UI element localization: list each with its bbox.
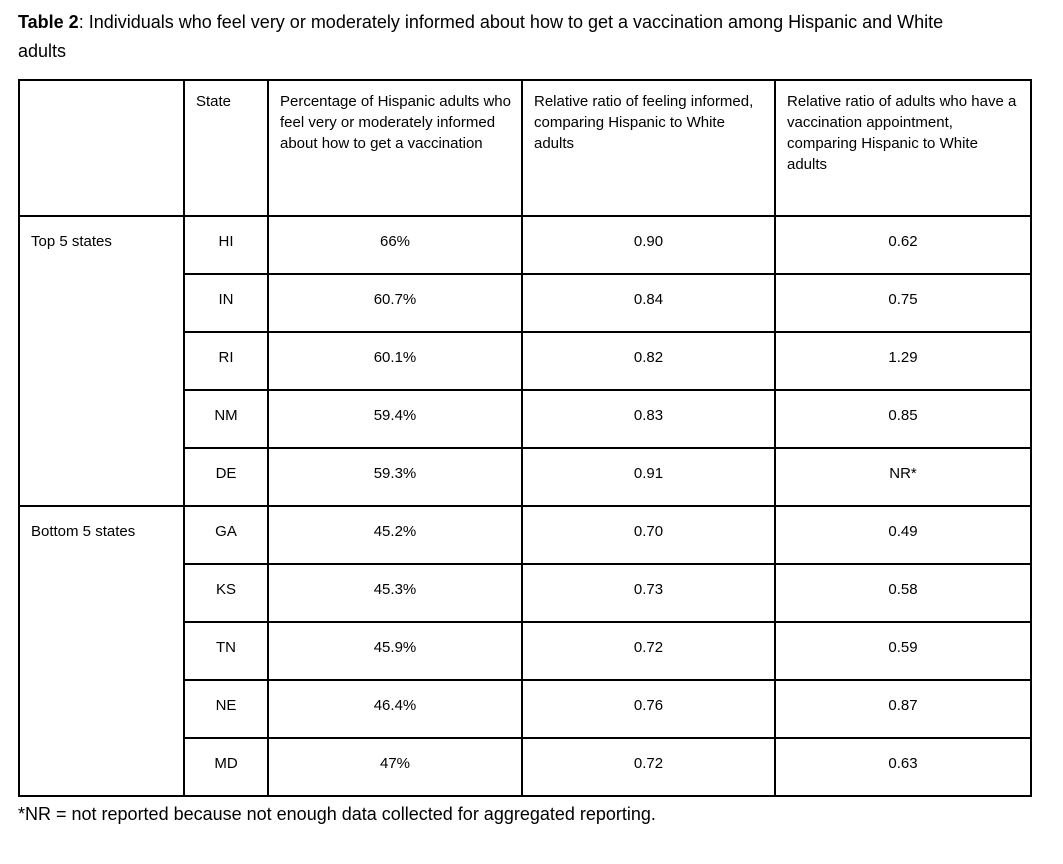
state-cell: GA	[184, 506, 268, 564]
pct-informed-cell: 45.9%	[268, 622, 522, 680]
state-cell: MD	[184, 738, 268, 796]
pct-informed-cell: 45.3%	[268, 564, 522, 622]
group-label-top5: Top 5 states	[19, 216, 184, 506]
pct-informed-cell: 60.1%	[268, 332, 522, 390]
ratio-appointment-cell: NR*	[775, 448, 1031, 506]
state-cell: RI	[184, 332, 268, 390]
table-row	[19, 506, 1031, 564]
ratio-appointment-cell: 0.62	[775, 216, 1031, 274]
ratio-informed-cell: 0.90	[522, 216, 775, 274]
state-cell: NM	[184, 390, 268, 448]
ratio-appointment-cell: 0.59	[775, 622, 1031, 680]
ratio-appointment-cell: 0.58	[775, 564, 1031, 622]
header-cell-ratio-appointment: Relative ratio of adults who have a vaccination appointment, comparing Hispanic to White adults	[775, 80, 1031, 216]
pct-informed-cell: 45.2%	[268, 506, 522, 564]
ratio-informed-cell: 0.70	[522, 506, 775, 564]
ratio-informed-cell: 0.72	[522, 622, 775, 680]
ratio-informed-cell: 0.73	[522, 564, 775, 622]
ratio-appointment-cell: 0.49	[775, 506, 1031, 564]
pct-informed-cell: 59.4%	[268, 390, 522, 448]
table-row	[19, 216, 1031, 274]
pct-informed-cell: 47%	[268, 738, 522, 796]
ratio-informed-cell: 0.82	[522, 332, 775, 390]
ratio-appointment-cell: 0.87	[775, 680, 1031, 738]
header-cell-empty	[19, 80, 184, 216]
state-cell: TN	[184, 622, 268, 680]
ratio-appointment-cell: 0.75	[775, 274, 1031, 332]
table-title-text: : Individuals who feel very or moderately informed about how to get a vaccination among Hispanic and White adults	[18, 12, 944, 61]
pct-informed-cell: 59.3%	[268, 448, 522, 506]
ratio-appointment-cell: 0.85	[775, 390, 1031, 448]
table-header-row	[19, 80, 1031, 216]
ratio-informed-cell: 0.76	[522, 680, 775, 738]
pct-informed-cell: 60.7%	[268, 274, 522, 332]
header-cell-state: State	[184, 80, 268, 216]
ratio-appointment-cell: 1.29	[775, 332, 1031, 390]
pct-informed-cell: 66%	[268, 216, 522, 274]
table-title-label: Table 2	[18, 12, 79, 32]
pct-informed-cell: 46.4%	[268, 680, 522, 738]
group-label-bottom5: Bottom 5 states	[19, 506, 184, 796]
ratio-informed-cell: 0.72	[522, 738, 775, 796]
state-cell: KS	[184, 564, 268, 622]
ratio-appointment-cell: 0.63	[775, 738, 1031, 796]
ratio-informed-cell: 0.84	[522, 274, 775, 332]
state-cell: IN	[184, 274, 268, 332]
state-cell: DE	[184, 448, 268, 506]
ratio-informed-cell: 0.91	[522, 448, 775, 506]
vaccination-informed-table	[18, 79, 1032, 797]
ratio-informed-cell: 0.83	[522, 390, 775, 448]
table-title	[18, 8, 978, 66]
table-footnote: *NR = not reported because not enough data collected for aggregated reporting.	[18, 804, 656, 824]
header-cell-ratio-informed: Relative ratio of feeling informed, comparing Hispanic to White adults	[522, 80, 775, 216]
state-cell: HI	[184, 216, 268, 274]
state-cell: NE	[184, 680, 268, 738]
header-cell-percentage-informed: Percentage of Hispanic adults who feel very or moderately informed about how to get a vaccination	[268, 80, 522, 216]
